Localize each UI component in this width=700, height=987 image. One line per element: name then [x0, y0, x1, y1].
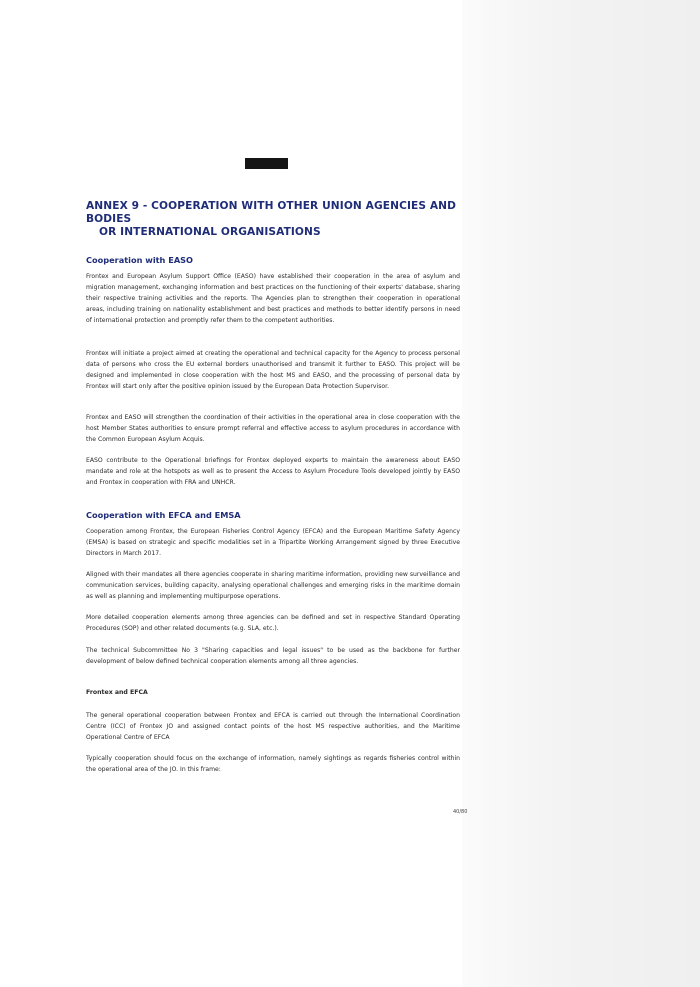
efca-emsa-paragraph-1: Cooperation among Frontex, the European Fisheries Control Agency (EFCA) and the European Maritime Safety Agency (EMSA) is based on strategic and specific modalities set in a Tripartite Working Arrangement signed by three Executive Directors in March 2017.	[86, 528, 460, 557]
efca-emsa-paragraph-2: Aligned with their mandates all there agencies cooperate in sharing maritime information, providing new surveillance and communication services, building capacity, analysing operational challenges and emerging risks in the maritime domain as well as planning and implementing multipurpose operations.	[86, 571, 460, 600]
efca-emsa-heading: Cooperation with EFCA and EMSA	[86, 510, 241, 520]
frontex-efca-paragraph-1: The general operational cooperation between Frontex and EFCA is carried out through the International Coordination Centre (ICC) of Frontex JO and assigned contact points of the host MS respective authorities, and the Maritime Operational Centre of EFCA	[86, 712, 460, 741]
easo-paragraph-3: Frontex and EASO will strengthen the coordination of their activities in the operational area in close cooperation with the host Member States authorities to ensure prompt referral and effective access to asylum procedures in accordance with the Common European Asylum Acquis.	[86, 414, 460, 443]
annex-title-line-2: OR INTERNATIONAL ORGANISATIONS	[99, 226, 321, 238]
easo-heading: Cooperation with EASO	[86, 255, 194, 265]
scan-shadow	[462, 0, 700, 987]
annex-title	[86, 200, 476, 239]
page-number: 40/80	[453, 809, 468, 815]
redaction-bar	[245, 158, 288, 169]
frontex-efca-paragraph-2: Typically cooperation should focus on the exchange of information, namely sightings as regards fisheries control within the operational area of the JO. In this frame:	[86, 755, 460, 773]
easo-paragraph-4: EASO contribute to the Operational briefings for Frontex deployed experts to maintain the awareness about EASO mandate and role at the hotspots as well as to present the Access to Asylum Procedure Tools developed jointly by EASO and Frontex in cooperation with FRA and UNHCR.	[86, 457, 460, 486]
efca-emsa-paragraph-3: More detailed cooperation elements among three agencies can be defined and set in respective Standard Operating Procedures (SOP) and other related documents (e.g. SLA, etc.).	[86, 614, 460, 632]
efca-emsa-paragraph-4: The technical Subcommittee No 3 "Sharing capacities and legal issues" to be used as the backbone for further development of below defined technical cooperation elements among all three agencies.	[86, 647, 460, 665]
easo-paragraph-1: Frontex and European Asylum Support Office (EASO) have established their cooperation in the area of asylum and migration management, exchanging information and best practices on the functioning of their experts' database, sharing their respective training activities and the reports. The Agencies plan to strengthen their cooperation in operational areas, including training on nationality establishment and best practices and methods to better identify persons in need of international protection and promptly refer them to the competent authorities.	[86, 273, 460, 324]
easo-paragraph-2: Frontex will initiate a project aimed at creating the operational and technical capacity for the Agency to process personal data of persons who cross the EU external borders unauthorised and transmit it further to EASO. This project will be designed and implemented in close cooperation with the host MS and EASO, and the processing of personal data by Frontex will start only after the positive opinion issued by the European Data Protection Supervisor.	[86, 350, 460, 390]
annex-title-line-1: ANNEX 9 - COOPERATION WITH OTHER UNION AGENCIES AND BODIES	[86, 200, 456, 225]
frontex-efca-heading: Frontex and EFCA	[86, 689, 148, 696]
